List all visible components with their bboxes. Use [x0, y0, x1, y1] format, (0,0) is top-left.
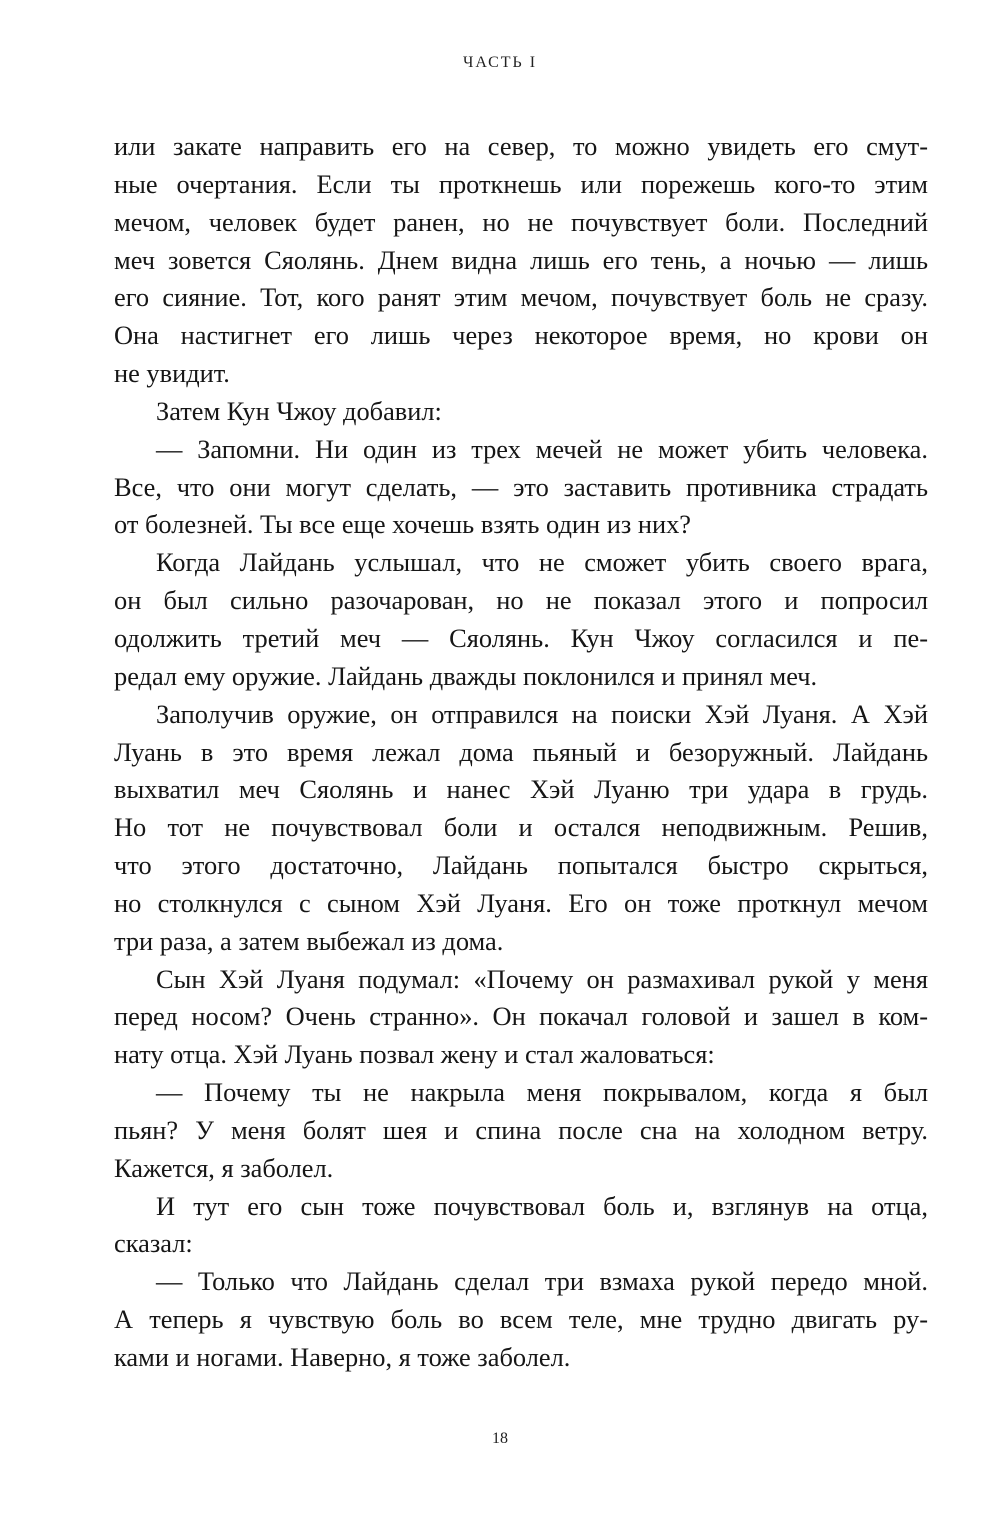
text-line: меч зовется Сяолянь. Днем видна лишь его тень, а ночью — лишь: [114, 244, 928, 275]
text-line: Затем Кун Чжоу добавил:: [156, 395, 442, 426]
running-head: ЧАСТЬ I: [462, 54, 538, 71]
text-line: Луань в это время лежал дома пьяный и безоружный. Лайдань: [114, 736, 928, 767]
text-line: Все, что они могут сделать, — это заставить противника страдать: [114, 471, 928, 502]
text-line: Но тот не почувствовал боли и остался неподвижным. Решив,: [114, 812, 928, 843]
text-line: Кажется, я заболел.: [114, 1152, 334, 1183]
text-line: не увидит.: [114, 358, 230, 389]
text-line: — Запомни. Ни один из трех мечей не может убить человека.: [156, 433, 928, 464]
page-body: [114, 128, 928, 1377]
text-line: — Только что Лайдань сделал три взмаха рукой передо мной.: [156, 1266, 928, 1297]
text-line: три раза, а затем выбежал из дома.: [114, 925, 504, 956]
text-line: одолжить третий меч — Сяолянь. Кун Чжоу согласился и пе-: [114, 622, 928, 653]
text-line: его сияние. Тот, кого ранят этим мечом, почувствует боль не сразу.: [114, 282, 928, 313]
text-line: что этого достаточно, Лайдань попытался быстро скрыться,: [114, 850, 928, 881]
text-line: сказал:: [114, 1228, 193, 1259]
text-line: Сын Хэй Луаня подумал: «Почему он размахивал рукой у меня: [156, 963, 928, 994]
text-line: но столкнулся с сыном Хэй Луаня. Его он тоже проткнул мечом: [114, 887, 928, 918]
text-line: выхватил меч Сяолянь и нанес Хэй Луаню три удара в грудь.: [114, 774, 928, 805]
text-line: перед носом? Очень странно». Он покачал головой и зашел в ком-: [114, 1001, 928, 1032]
text-line: Когда Лайдань услышал, что не сможет убить своего врага,: [156, 547, 928, 578]
text-line: Заполучив оружие, он отправился на поиски Хэй Луаня. А Хэй: [156, 698, 928, 729]
text-line: А теперь я чувствую боль во всем теле, мне трудно двигать ру-: [114, 1304, 928, 1335]
text-line: от болезней. Ты все еще хочешь взять один из них?: [114, 509, 692, 540]
text-line: мечом, человек будет ранен, но не почувствует боли. Последний: [114, 206, 928, 237]
text-line: редал ему оружие. Лайдань дважды поклонился и принял меч.: [114, 660, 818, 691]
text-line: ные очертания. Если ты проткнешь или порежешь кого-то этим: [114, 168, 928, 199]
text-line: пьян? У меня болят шея и спина после сна на холодном ветру.: [114, 1114, 928, 1145]
text-line: Она настигнет его лишь через некоторое время, но крови он: [114, 320, 928, 351]
text-line: нату отца. Хэй Луань позвал жену и стал жаловаться:: [114, 1039, 715, 1070]
text-line: или закате направить его на север, то можно увидеть его смут-: [114, 131, 928, 161]
text-line: И тут его сын тоже почувствовал боль и, взглянув на отца,: [156, 1190, 928, 1221]
page-number: 18: [492, 1430, 508, 1447]
text-line: ками и ногами. Наверно, я тоже заболел.: [114, 1342, 571, 1372]
text-line: он был сильно разочарован, но не показал этого и попросил: [114, 585, 928, 616]
text-line: — Почему ты не накрыла меня покрывалом, когда я был: [156, 1077, 928, 1108]
